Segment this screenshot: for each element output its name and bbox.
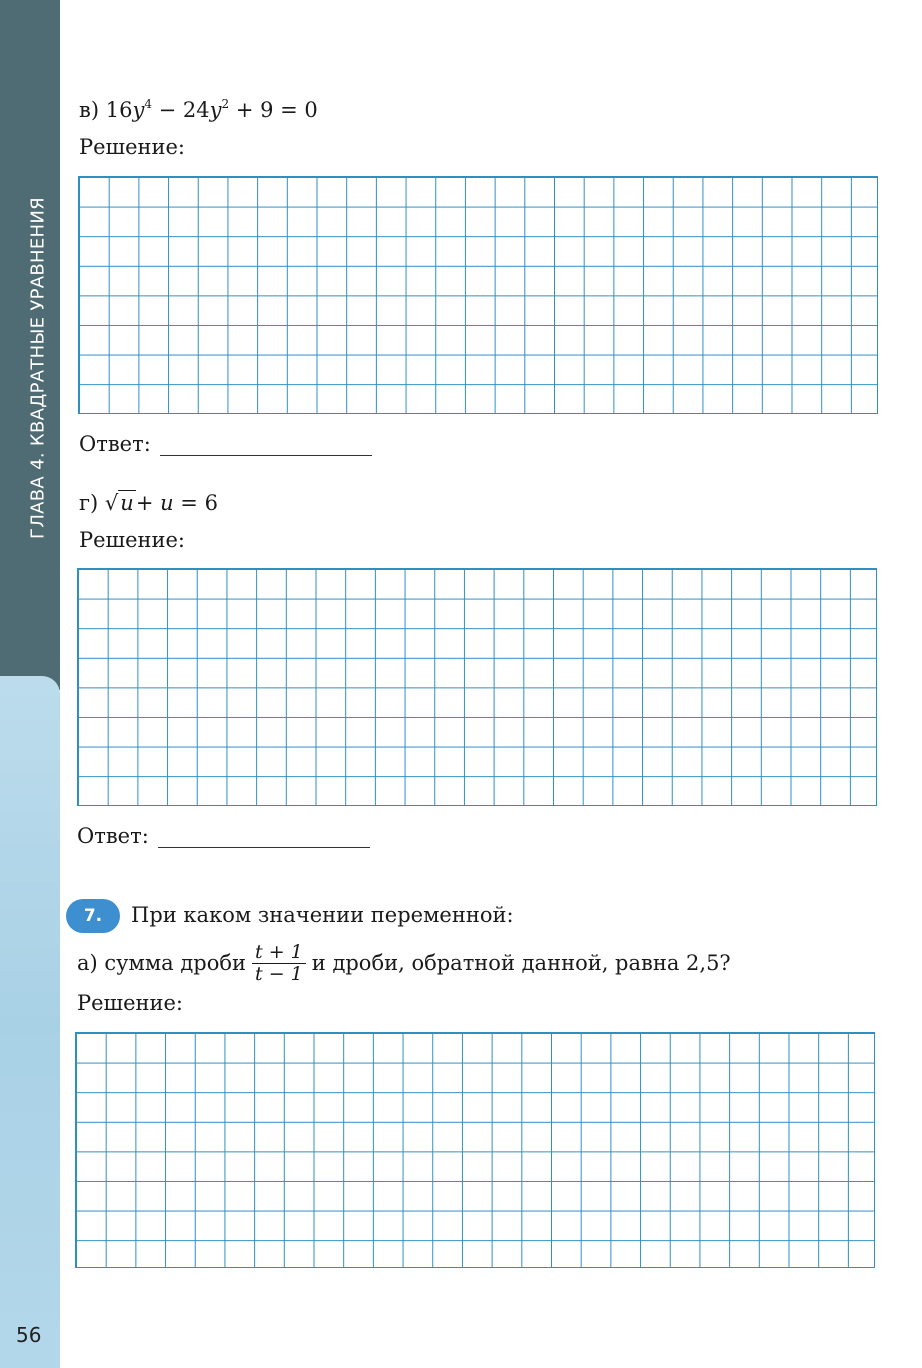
solution-grid-7a[interactable]	[75, 1032, 875, 1268]
fraction: $\frac{t + 1}{t - 1}$	[252, 942, 306, 985]
chapter-title: ГЛАВА 4. КВАДРАТНЫЕ УРАВНЕНИЯ	[27, 197, 49, 539]
equation-v: в) $16y^4 - 24y^2 + 9 = 0$	[79, 97, 318, 122]
sqrt-symbol: √u	[104, 491, 134, 515]
answer-label-v: Ответ:	[79, 432, 151, 456]
task-number-badge: 7.	[66, 899, 120, 933]
page-number: 56	[16, 1323, 42, 1347]
solution-label-7a: Решение:	[77, 991, 184, 1015]
sidebar-decoration	[0, 676, 60, 1368]
solution-label-v: Решение:	[79, 135, 186, 159]
solution-label-g: Решение:	[79, 528, 186, 552]
task7-question: При каком значении переменной:	[131, 903, 514, 927]
answer-field-g[interactable]	[158, 847, 370, 848]
solution-grid-g[interactable]	[77, 568, 877, 806]
answer-label-g: Ответ:	[77, 824, 149, 848]
solution-grid-v[interactable]	[78, 176, 878, 414]
task7-part-a: а) сумма дроби $\frac{t + 1}{t - 1}$ и дроби, обратной данной, равна 2,5?	[77, 941, 731, 985]
answer-field-v[interactable]	[160, 455, 372, 456]
equation-g: г) √u+ u = 6	[79, 491, 218, 515]
